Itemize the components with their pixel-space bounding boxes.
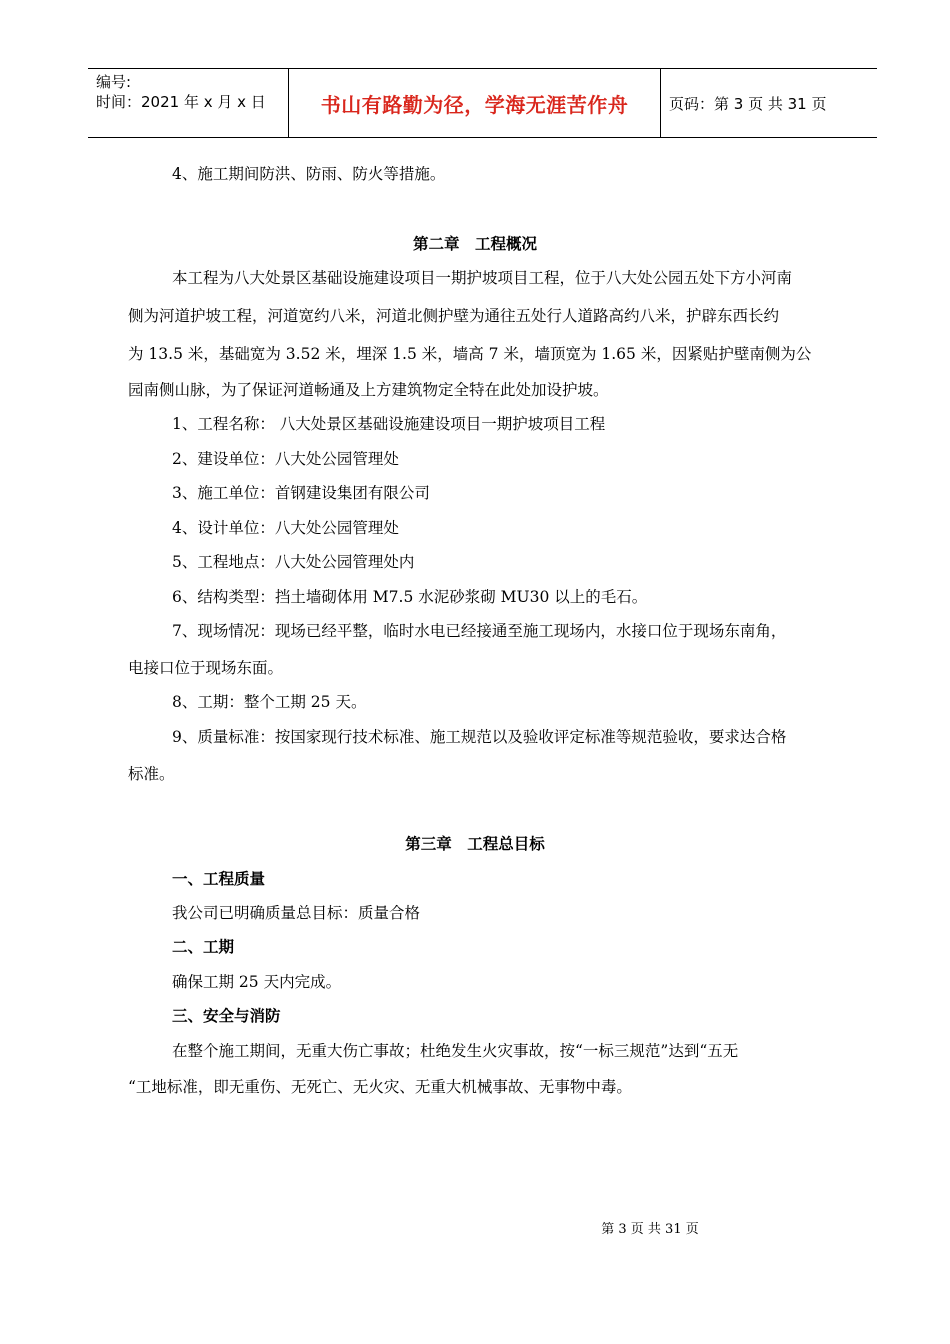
section-safety-line: “工地标准，即无重伤、无死亡、无火灾、无重大机械事故、无事物中毒。	[128, 1078, 632, 1096]
header-motto: 书山有路勤为径，学海无涯苦作舟	[320, 92, 629, 117]
overview-item: 3、施工单位：首钢建设集团有限公司	[172, 484, 430, 502]
document-number-label: 编号:	[96, 73, 132, 91]
overview-item: 9、质量标准：按国家现行技术标准、施工规范以及验收评定标准等规范验收，要求达合格	[172, 728, 787, 746]
footer-page-number: 第 3 页 共 31 页	[601, 1222, 699, 1237]
section-safety-line: 在整个施工期间，无重大伤亡事故；杜绝发生火灾事故，按“一标三规范”达到“五无	[172, 1042, 739, 1060]
header-page-cell	[661, 69, 877, 137]
chapter-3-title: 第三章 工程总目标	[405, 834, 545, 853]
overview-item: 5、工程地点：八大处公园管理处内	[172, 553, 415, 571]
page-footer	[0, 1218, 950, 1237]
overview-item-continuation: 标准。	[128, 765, 175, 783]
overview-item: 4、设计单位：八大处公园管理处	[172, 519, 399, 537]
section-safety-title: 三、安全与消防	[172, 1006, 281, 1025]
header-page-code: 页码：第 3 页 共 31 页	[669, 94, 827, 113]
page-header	[88, 68, 877, 138]
overview-item: 7、现场情况：现场已经平整，临时水电已经接通至施工现场内，水接口位于现场东南角，	[172, 622, 787, 640]
chapter-2-paragraph-line: 侧为河道护坡工程，河道宽约八米，河道北侧护壁为通往五处行人道路高约八米，护辟东西长约	[128, 307, 780, 325]
header-motto-cell	[288, 69, 661, 137]
header-left-cell	[88, 69, 288, 137]
overview-item: 6、结构类型：挡土墙砌体用 M7.5 水泥砂浆砌 MU30 以上的毛石。	[172, 588, 648, 606]
measure-item-4: 4、施工期间防洪、防雨、防火等措施。	[172, 165, 446, 183]
chapter-2-paragraph-line: 本工程为八大处景区基础设施建设项目一期护坡项目工程，位于八大处公园五处下方小河南	[172, 269, 793, 287]
section-quality-text: 我公司已明确质量总目标：质量合格	[172, 904, 421, 922]
chapter-2-title: 第二章 工程概况	[412, 234, 537, 253]
overview-item: 8、工期：整个工期 25 天。	[172, 693, 367, 711]
section-schedule-text: 确保工期 25 天内完成。	[172, 973, 342, 991]
overview-item-continuation: 电接口位于现场东面。	[128, 659, 284, 677]
overview-item: 1、工程名称： 八大处景区基础设施建设项目一期护坡项目工程	[172, 415, 606, 433]
chapter-2-paragraph-line: 为 13.5 米，基础宽为 3.52 米，埋深 1.5 米，墙高 7 米，墙顶宽为 1.65 米，因紧贴护壁南侧为公	[128, 345, 812, 363]
section-schedule-title: 二、工期	[172, 937, 235, 956]
document-time-label: 时间：2021 年 x 月 x 日	[96, 93, 266, 111]
overview-item: 2、建设单位：八大处公园管理处	[172, 450, 399, 468]
section-quality-title: 一、工程质量	[172, 869, 266, 888]
chapter-2-paragraph-line: 园南侧山脉，为了保证河道畅通及上方建筑物定全特在此处加设护坡。	[128, 381, 609, 399]
